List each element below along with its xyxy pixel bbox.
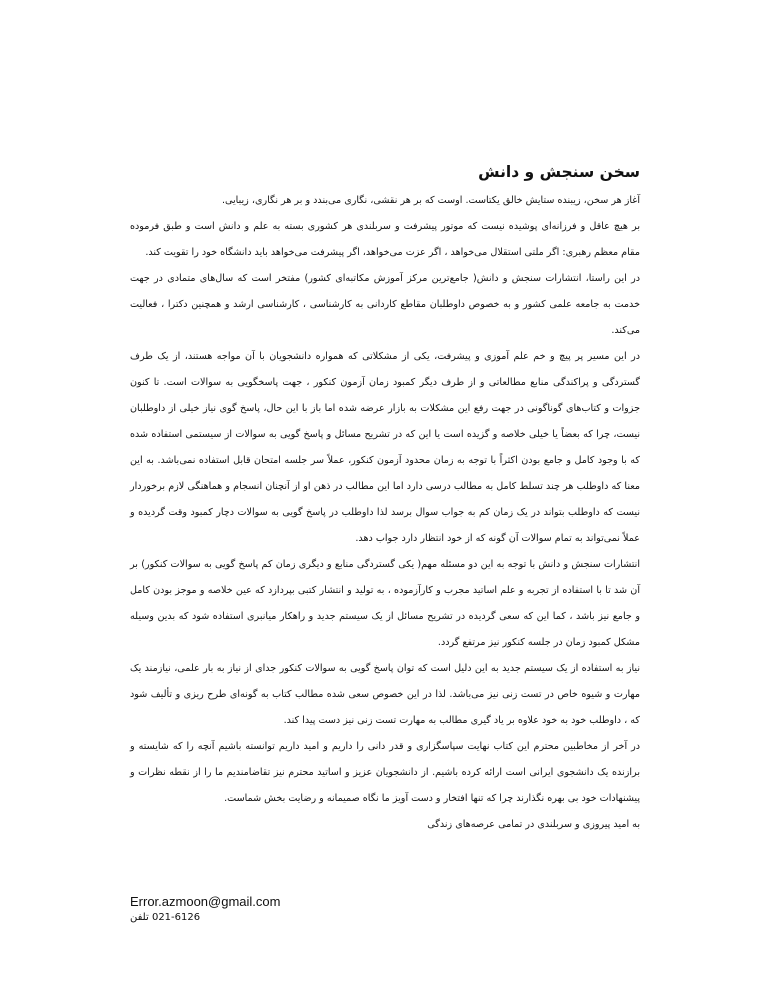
paragraph-solution: انتشارات سنجش و دانش با توجه به این دو مسئله مهم( یکی گستردگی منابع و دیگری زمان کم پاسخ گویی به سوالات کنکور) بر آن شد تا با استفاده از تجربه و علم اساتید مجرب و کارآزموده ، به تولید و انتشار کتبی بپردازد که عین خلاصه و موجز بودن کامل و جامع نیز باشد ، کما این که سعی گردیده در تشریح مسائل از یک سیستم جدید و راهکار میانبری استفاده شود که بدین وسیله مشکل کمبود زمان در جلسه کنکور نیز مرتفع گردد. — [130, 559, 640, 648]
contact-email: Error.azmoon@gmail.com — [130, 894, 281, 909]
paragraph-new-system: نیاز به استفاده از یک سیستم جدید به این دلیل است که توان پاسخ گویی به سوالات کنکور جدای از نیاز به بار علمی، نیازمند یک مهارت و شیوه خاص در تست زنی نیز می‌باشد. لذا در این خصوص سعی شده مطالب کتاب به گونه‌ای طرح ریزی و تألیف شود که ، داوطلب خود به خود علاوه بر یاد گیری مطالب به مهارت تست زنی نیز دست پیدا کند. — [130, 663, 640, 726]
paragraph-knowledge: بر هیچ عاقل و فرزانه‌ای پوشیده نیست که موتور پیشرفت و سربلندی هر کشوری بسته به علم و دانش است و طبق فرموده مقام معظم رهبری: اگر ملتی استقلال می‌خواهد ، اگر عزت می‌خواهد، اگر پیشرفت می‌خواهد باید دانشگاه خود را تقویت کند. — [130, 221, 640, 258]
paragraph-closing: به امید پیروزی و سربلندی در تمامی عرصه‌های زندگی — [427, 819, 640, 830]
contact-block — [130, 893, 280, 926]
paragraph-thanks: در آخر از مخاطبین محترم این کتاب نهایت سپاسگزاری و قدر دانی را داریم و امید داریم توانسته باشیم آنچه را که شایسته و برازنده یک دانشجوی ایرانی است ارائه کرده باشیم. از دانشجویان عزیز و اساتید محترم نیز تقاضامندیم ما را از نقطه نظرات و پیشنهادات خود بی بهره نگذارند چرا که تنها افتخار و دست آویز ما نگاه صمیمانه و رضایت بخش شماست. — [130, 741, 640, 804]
paragraph-publisher: در این راستا، انتشارات سنجش و دانش( جامع‌ترین مرکز آموزش مکاتبه‌ای کشور) مفتخر است که سال‌های متمادی در جهت خدمت به جامعه علمی کشور و به خصوص داوطلبان مقاطع کاردانی به کارشناسی ، کارشناسی ارشد و همچنین دکترا ، فعالیت می‌کند. — [130, 273, 640, 336]
contact-phone: 021-6126 تلفن — [130, 912, 201, 923]
paragraph-problem: در این مسیر پر پیچ و خم علم آموزی و پیشرفت، یکی از مشکلاتی که همواره دانشجویان با آن مواجه هستند، از یک طرف گستردگی و پراکندگی منابع مطالعاتی و از طرف دیگر کمبود زمان آزمون کنکور ، جهت پاسخگویی به سوالات است. تا کنون جزوات و کتاب‌های گوناگونی در جهت رفع این مشکلات به بازار عرضه شده اما باز با این حال، پاسخ گوی نیاز خیلی از داوطلبان نیست، چرا که بعضاً یا خیلی خلاصه و گزیده است یا این که در تشریح مسائل و پاسخ گویی به سوالات از سیستمی استفاده شده که با وجود کامل و جامع بودن اکثراً با توجه به زمان محدود آزمون کنکور، عملاً سر جلسه امتحان قابل استفاده نمی‌باشد. به این معنا که داوطلب هر چند تسلط کامل به مطالب درسی دارد اما این مطالب در ذهن او از آنچنان انسجام و هماهنگی لازم برخوردار نیست که داوطلب بتواند در یک زمان کم به جواب سوال برسد لذا داوطلب در پاسخ گویی به سوالات دچار کمبود وقت گردیده و عملاً نمی‌تواند به تمام سوالات آن گونه که از خود انتظار دارد جواب دهد. — [130, 351, 640, 544]
document-body — [130, 160, 640, 838]
document-title: سخن سنجش و دانش — [478, 163, 640, 181]
paragraph-intro: آغاز هر سخن، زیبنده ستایش خالق یکتاست. اوست که بر هر نقشی، نگاری می‌بندد و بر هر نگاری، زیبایی. — [221, 195, 640, 206]
